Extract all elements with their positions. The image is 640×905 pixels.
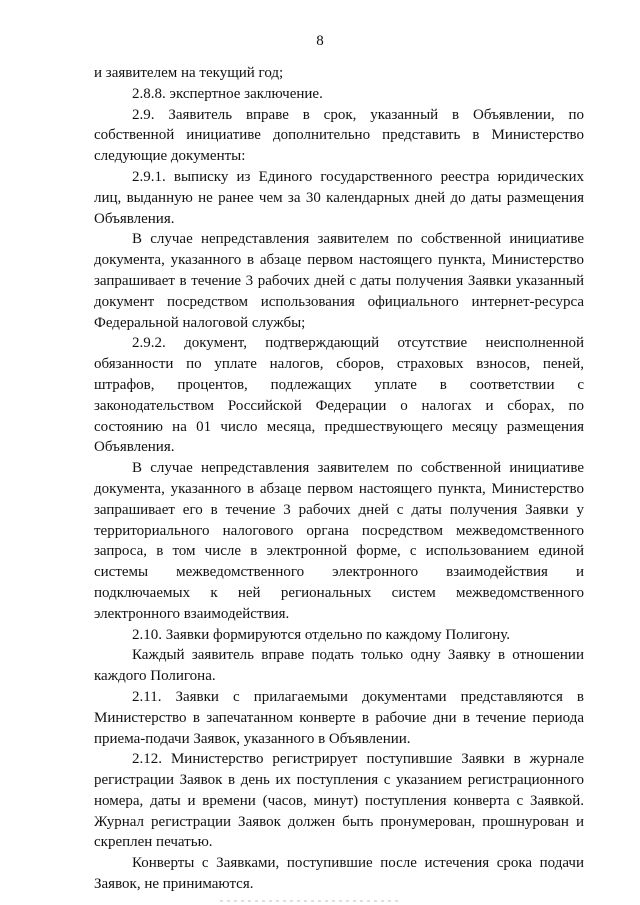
paragraph-continuation: и заявителем на текущий год; <box>94 65 284 81</box>
paragraph-2-9-2-note: В случае непредставления заявителем по собственной инициативе документа, указанного в абзаце первом настоящего пункта, Министерство запрашивает его в течение 3 рабочих дней с даты получения Заявки у территориального налогового органа посредством межведомственного запроса, в том числе в электронной форме, с использованием единой системы межведомственного электронного взаимодействия и подключаемых к ней региональных систем межведомственного электронного взаимодействия. <box>94 460 584 622</box>
paragraph-2-12-note: Конверты с Заявками, поступившие после истечения срока подачи Заявок, не принимаются. <box>94 855 584 893</box>
document-body <box>94 63 584 895</box>
paragraph-2-9-2: 2.9.2. документ, подтверждающий отсутствие неисполненной обязанности по уплате налогов, сборов, страховых взносов, пеней, штрафов, процентов, подлежащих уплате в соответствии с законодательством Российской Федерации о налогах и сборах, по состоянию на 01 число месяца, предшествующего месяцу размещения Объявления. <box>94 335 584 456</box>
page-number: 8 <box>316 33 324 49</box>
paragraph-2-10-note: Каждый заявитель вправе подать только одну Заявку в отношении каждого Полигона. <box>94 647 584 685</box>
paragraph-2-12: 2.12. Министерство регистрирует поступившие Заявки в журнале регистрации Заявок в день их поступления с указанием регистрационного номера, даты и времени (часов, минут) поступления конверта с Заявкой. Журнал регистрации Заявок должен быть пронумерован, прошнурован и скреплен печатью. <box>94 751 584 851</box>
paragraph-2-9-1: 2.9.1. выписку из Единого государственного реестра юридических лиц, выданную не ранее чем за 30 календарных дней до даты размещения Объявления. <box>94 168 584 227</box>
paragraph-2-9: 2.9. Заявитель вправе в срок, указанный в Объявлении, по собственной инициативе дополнительно представить в Министерство следующие документы: <box>94 106 584 165</box>
paragraph-2-11: 2.11. Заявки с прилагаемыми документами представляются в Министерство в запечатанном конверте в рабочие дни в течение периода приема-подачи Заявок, указанного в Объявлении. <box>94 688 584 747</box>
paragraph-2-10: 2.10. Заявки формируются отдельно по каждому Полигону. <box>132 626 511 643</box>
paragraph-2-9-1-note: В случае непредставления заявителем по собственной инициативе документа, указанного в абзаце первом настоящего пункта, Министерство запрашивает в течение 3 рабочих дней с даты получения Заявки указанный документ посредством использования официального интернет-ресурса Федеральной налоговой службы; <box>94 231 584 331</box>
scan-artifact <box>220 900 400 902</box>
paragraph-2-8-8: 2.8.8. экспертное заключение. <box>132 85 323 102</box>
